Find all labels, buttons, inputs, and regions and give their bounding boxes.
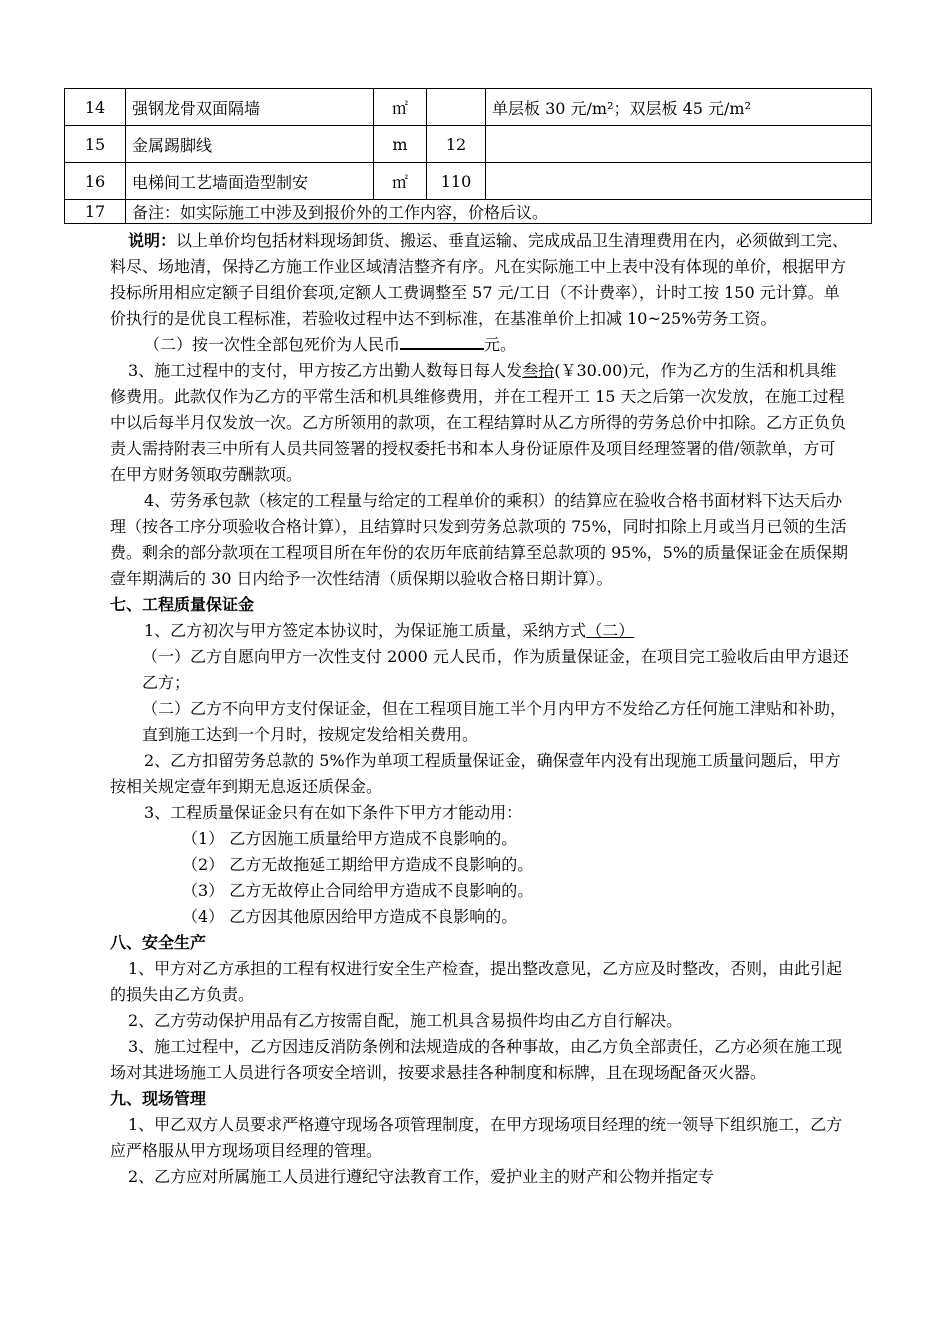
item-quantity: 110: [427, 163, 486, 200]
deposit-condition-item: （4） 乙方因其他原因给甲方造成不良影响的。: [182, 907, 518, 926]
item-note: [486, 126, 872, 163]
deposit-conditions-intro: 3、工程质量保证金只有在如下条件下甲方才能动用：: [144, 803, 523, 822]
deposit-condition-item: （2） 乙方无故拖延工期给甲方造成不良影响的。: [182, 855, 534, 874]
settlement-paragraph: 4、劳务承包款（核定的工程量与给定的工程单价的乘积）的结算应在验收合格书面材料下达天后办理（按各工序分项验收合格计算），且结算时只发到劳务总款项的 75%，同时扣除上月或当月已领的生活费。剩余的部分款项在工程项目所在年份的农历年底前结算至总款项的 95%，5%的质量保证金在质保期壹年期满后的 30 日内给予一次性结清（质保期以验收合格日期计算）。: [110, 491, 849, 588]
deposit-option-one: （一）乙方自愿向甲方一次性支付 2000 元人民币，作为质量保证金，在项目完工验收后由甲方退还乙方；: [142, 647, 849, 692]
section-heading-site-management: 九、现场管理: [110, 1089, 207, 1108]
item-name: 金属踢脚线: [126, 126, 374, 163]
row-number: 17: [65, 200, 126, 224]
item-note: [486, 163, 872, 200]
item-quantity: 12: [427, 126, 486, 163]
price-table: [64, 88, 872, 224]
deposit-condition-item: （1） 乙方因施工质量给甲方造成不良影响的。: [182, 829, 518, 848]
table-remark-row: [65, 200, 872, 224]
note-line1: 以上单价均包括材料现场卸货、搬运、垂直运输、完成成品卫生清理费: [176, 231, 673, 250]
deposit-method-prefix: 1、乙方初次与甲方签定本协议时，为保证施工质量，采纳方式: [144, 621, 587, 640]
deposit-method-choice: （二）: [586, 621, 635, 640]
deposit-method-paragraph: [110, 618, 850, 644]
row-number: 15: [65, 126, 126, 163]
table-row: [65, 163, 872, 200]
note-rest: 用在内，必须做到工完、料尽、场地清，保持乙方施工作业区域清洁整齐有序。凡在实际施工中上表中没有体现的单价，根据甲方投标所用相应定额子目组价套项,定额人工费调整至 57 元/工日（不计费率），计时工按 150 元计算。单价执行的是优良工程标准，若验收过程中达不到标准，在基准单价上扣减 10~25%劳务工资。: [110, 231, 849, 328]
section-heading-safety: 八、安全生产: [110, 933, 207, 952]
note-label: 说明：: [128, 231, 177, 250]
payment-rest: (￥30.00)元，作为乙方的生活和机具维修费用。此款仅作为乙方的平常生活和机具维修费用，并在工程开工 15 天之后第一次发放，在施工过程中以后每半月仅发放一次。乙方所领用的款项，在工程结算时从乙方所得的劳务总价中扣除。乙方正负负责人需持附表三中所有人员共同签署的授权委托书和本人身份证原件及项目经理签署的借/领款单，方可在甲方财务领取劳酬款项。: [110, 361, 847, 484]
item-quantity: [427, 89, 486, 126]
item-unit: ㎡: [374, 163, 427, 200]
deposit-option-two: （二）乙方不向甲方支付保证金，但在工程项目施工半个月内甲方不发给乙方任何施工津贴和补助，直到施工达到一个月时，按规定发给相关费用。: [142, 699, 847, 744]
payment-amount-words: 叁拾: [522, 361, 555, 380]
table-row: [65, 126, 872, 163]
site-management-paragraph: 1、甲乙双方人员要求严格遵守现场各项管理制度，在甲方现场项目经理的统一领导下组织施工，乙方应严格服从甲方现场项目经理的管理。: [110, 1115, 843, 1160]
item-name: 电梯间工艺墙面造型制安: [126, 163, 374, 200]
table-row: [65, 89, 872, 126]
item-name: 强钢龙骨双面隔墙: [126, 89, 374, 126]
row-number: 14: [65, 89, 126, 126]
site-management-paragraph: 2、乙方应对所属施工人员进行遵纪守法教育工作，爱护业主的财产和公物并指定专: [128, 1167, 715, 1186]
row-number: 16: [65, 163, 126, 200]
payment-paragraph: [110, 358, 850, 488]
item-unit: m: [374, 126, 427, 163]
item-note: 单层板 30 元/m²；双层板 45 元/m²: [486, 89, 872, 126]
section-heading-quality-deposit: 七、工程质量保证金: [110, 595, 255, 614]
table-remark: 备注：如实际施工中涉及到报价外的工作内容，价格后议。: [126, 200, 872, 224]
note-paragraph: [110, 228, 850, 332]
payment-prefix: 3、施工过程中的支付，甲方按乙方出勤人数每日每人发: [128, 361, 523, 380]
deposit-retention-paragraph: 2、乙方扣留劳务总款的 5%作为单项工程质量保证金，确保壹年内没有出现施工质量问题后，甲方按相关规定壹年到期无息返还质保金。: [110, 751, 841, 796]
safety-paragraph: 1、甲方对乙方承担的工程有权进行安全生产检查，提出整改意见，乙方应及时整改，否则，由此引起的损失由乙方负责。: [110, 959, 843, 1004]
item-unit: ㎡: [374, 89, 427, 126]
lump-sum-blank: [400, 332, 484, 350]
lump-sum-paragraph: [110, 332, 850, 358]
deposit-condition-item: （3） 乙方无故停止合同给甲方造成不良影响的。: [182, 881, 534, 900]
lump-sum-prefix: （二）按一次性全部包死价为人民币: [144, 335, 401, 354]
safety-paragraph: 2、乙方劳动保护用品有乙方按需自配，施工机具含易损件均由乙方自行解决。: [128, 1011, 683, 1030]
safety-paragraph: 3、施工过程中，乙方因违反消防条例和法规造成的各种事故，由乙方负全部责任，乙方必须在施工现场对其进场施工人员进行各项安全培训，按要求悬挂各种制度和标牌，且在现场配备灭火器。: [110, 1037, 843, 1082]
lump-sum-suffix: 元。: [484, 335, 517, 354]
contract-body: [110, 228, 850, 1190]
